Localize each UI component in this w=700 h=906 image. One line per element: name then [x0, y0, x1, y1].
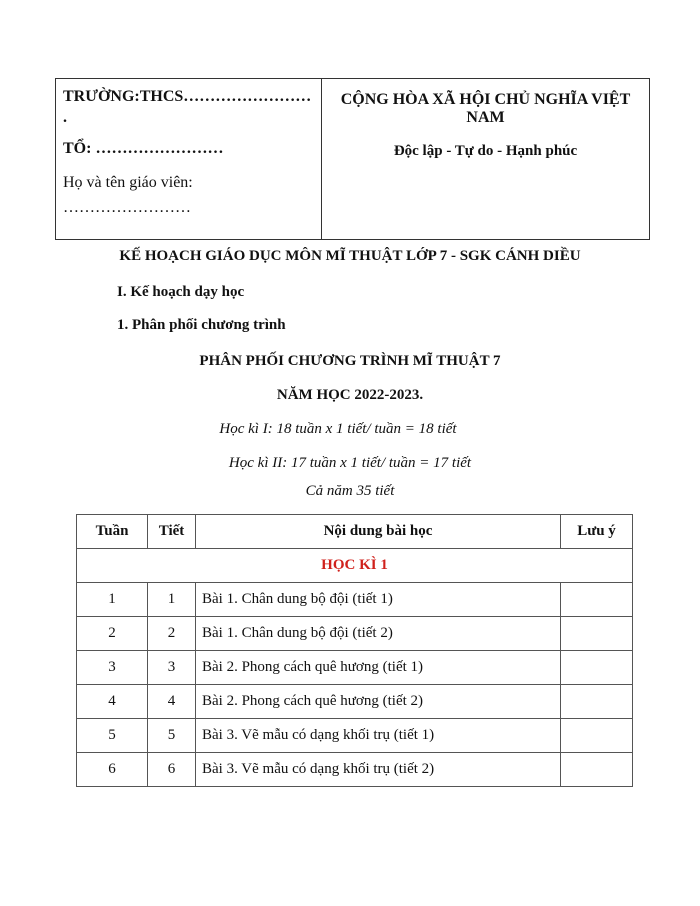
week-cell: 1	[77, 583, 148, 617]
note-cell	[561, 753, 633, 787]
teacher-label: Họ và tên giáo viên:	[63, 173, 193, 191]
header-week: Tuần	[77, 515, 148, 549]
national-header-cell	[322, 79, 649, 239]
main-title: KẾ HOẠCH GIÁO DỤC MÔN MĨ THUẬT LỚP 7 - SGK CÁNH DIỀU	[119, 248, 581, 264]
section-heading-plan: I. Kế hoạch dạy học	[117, 284, 245, 300]
period-cell: 5	[148, 719, 196, 753]
week-cell: 3	[77, 651, 148, 685]
program-title: PHÂN PHỐI CHƯƠNG TRÌNH MĨ THUẬT 7	[199, 353, 501, 369]
week-cell: 4	[77, 685, 148, 719]
school-year: NĂM HỌC 2022-2023.	[276, 387, 424, 403]
motto: Độc lập - Tự do - Hạnh phúc	[393, 143, 578, 159]
school-info-cell	[56, 79, 322, 239]
content-cell: Bài 3. Vẽ mẫu có dạng khối trụ (tiết 2)	[196, 753, 561, 787]
table-row	[77, 583, 633, 617]
header-note: Lưu ý	[561, 515, 633, 549]
whole-year-info: Cả năm 35 tiết	[305, 483, 395, 499]
note-cell	[561, 685, 633, 719]
header-content: Nội dung bài học	[196, 515, 561, 549]
period-cell: 1	[148, 583, 196, 617]
school-label: TRƯỜNG:THCS……………………	[63, 88, 312, 105]
week-cell: 6	[77, 753, 148, 787]
group-label: TỔ: ……………………	[63, 140, 224, 158]
semester-row	[77, 549, 633, 583]
curriculum-table	[76, 514, 633, 787]
period-cell: 3	[148, 651, 196, 685]
table-row	[77, 719, 633, 753]
note-cell	[561, 719, 633, 753]
table-row	[77, 617, 633, 651]
note-cell	[561, 617, 633, 651]
content-cell: Bài 1. Chân dung bộ đội (tiết 2)	[196, 617, 561, 651]
teacher-dots: ……………………	[63, 198, 191, 216]
content-cell: Bài 1. Chân dung bộ đội (tiết 1)	[196, 583, 561, 617]
content-cell: Bài 2. Phong cách quê hương (tiết 2)	[196, 685, 561, 719]
semester-label: HỌC KÌ 1	[77, 549, 633, 583]
header-period: Tiết	[148, 515, 196, 549]
semester2-info: Học kì II: 17 tuần x 1 tiết/ tuần = 17 tiết	[228, 455, 472, 471]
note-cell	[561, 583, 633, 617]
week-cell: 2	[77, 617, 148, 651]
period-cell: 6	[148, 753, 196, 787]
note-cell	[561, 651, 633, 685]
content-cell: Bài 2. Phong cách quê hương (tiết 1)	[196, 651, 561, 685]
table-row	[77, 753, 633, 787]
table-row	[77, 651, 633, 685]
period-cell: 4	[148, 685, 196, 719]
school-dot: .	[63, 109, 67, 127]
table-row	[77, 685, 633, 719]
period-cell: 2	[148, 617, 196, 651]
header-table	[55, 78, 650, 240]
republic-title: CỘNG HÒA XÃ HỘI CHỦ NGHĨA VIỆT NAM	[340, 91, 631, 126]
table-header-row	[77, 515, 633, 549]
content-cell: Bài 3. Vẽ mẫu có dạng khối trụ (tiết 1)	[196, 719, 561, 753]
semester1-info: Học kì I: 18 tuần x 1 tiết/ tuần = 18 tiết	[219, 421, 457, 437]
week-cell: 5	[77, 719, 148, 753]
section-heading-distribution: 1. Phân phối chương trình	[117, 317, 286, 333]
